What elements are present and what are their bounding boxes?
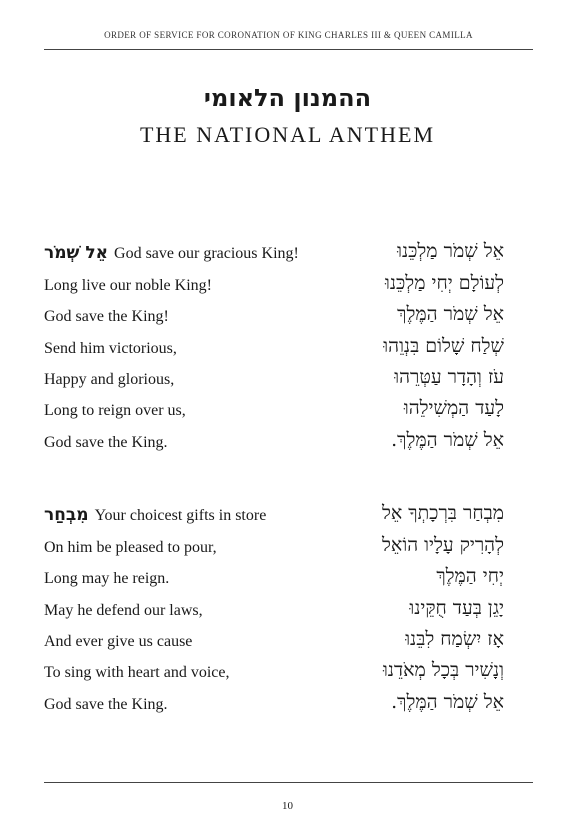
hebrew-line: אֵל שְׁמֹר הַמֶּלֶךְ [397, 303, 504, 326]
english-line: To sing with heart and voice, [44, 664, 230, 682]
verse-line [44, 364, 504, 395]
english-line [44, 243, 299, 263]
hebrew-line: אָז יִשְׂמַח לִבֵּנוּ [405, 627, 504, 650]
hebrew-line: אֵל שְׁמֹר מַלְכֵּנוּ [397, 240, 504, 263]
verse-2 [44, 500, 504, 720]
hebrew-line: מִבְחַר בִּרְכָתְךָ אֵל [381, 502, 504, 525]
hebrew-line: יְחִי הַמֶּלֶךְ [436, 565, 504, 588]
english-line: On him be pleased to pour, [44, 538, 217, 556]
hebrew-line: לְעוֹלָם יְחִי מַלְכֵּנוּ [384, 271, 504, 294]
verse-line [44, 395, 504, 426]
hebrew-line: אֵל שְׁמֹר הַמֶּלֶךְ. [391, 428, 504, 451]
verse-line [44, 594, 504, 625]
english-title: THE NATIONAL ANTHEM [139, 122, 436, 147]
hebrew-lead-word: מִבְחַר [44, 505, 89, 526]
english-line: Long may he reign. [44, 570, 170, 588]
english-line: May he defend our laws, [44, 601, 203, 619]
hebrew-lead-word: אֵל שְׁמֹר [44, 243, 109, 264]
hebrew-line: אֵל שְׁמֹר הַמֶּלֶךְ. [391, 690, 504, 713]
hebrew-line: יָגֵן בְּעַד חֻקֵּינוּ [409, 596, 504, 619]
footer-rule [44, 782, 533, 783]
hebrew-line: לְהָרִיק עָלָיו הוֹאֵל [382, 533, 504, 556]
page-number: 10 [282, 800, 293, 812]
english-line: And ever give us cause [44, 632, 193, 650]
english-line: God save the King. [44, 695, 168, 713]
hebrew-line: לָעַד הַמְשִׁילֵהוּ [403, 397, 504, 420]
hebrew-title: ההמנון הלאומי [203, 84, 372, 112]
running-header: ORDER OF SERVICE FOR CORONATION OF KING CHARLES III & QUEEN CAMILLA [104, 30, 473, 40]
english-line: Long to reign over us, [44, 402, 186, 420]
verse-line [44, 269, 504, 300]
verse-line [44, 688, 504, 719]
english-line: God save the King! [44, 308, 169, 326]
verse-line [44, 238, 504, 269]
verse-line [44, 500, 504, 531]
header-rule [44, 49, 533, 50]
english-line [44, 505, 266, 525]
verse-line [44, 301, 504, 332]
verse-line [44, 332, 504, 363]
verse-line [44, 626, 504, 657]
english-line-text: God save our gracious King! [114, 245, 299, 263]
verse-line [44, 657, 504, 688]
verse-1 [44, 238, 504, 458]
verse-line [44, 531, 504, 562]
hebrew-line: עֹז וְהָדָר עַטְּרֵהוּ [394, 365, 504, 388]
english-line: Send him victorious, [44, 339, 177, 357]
english-line: God save the King. [44, 433, 168, 451]
hebrew-line: וְנָשִׁיר בְּכָל מְאֹדֵנוּ [382, 659, 504, 682]
english-line: Long live our noble King! [44, 276, 212, 294]
hebrew-line: שְׁלַח שָׁלוֹם בִּנְוֵהוּ [383, 334, 504, 357]
english-line-text: Your choicest gifts in store [94, 507, 267, 525]
verse-line [44, 426, 504, 457]
english-line: Happy and glorious, [44, 370, 175, 388]
verse-line [44, 563, 504, 594]
